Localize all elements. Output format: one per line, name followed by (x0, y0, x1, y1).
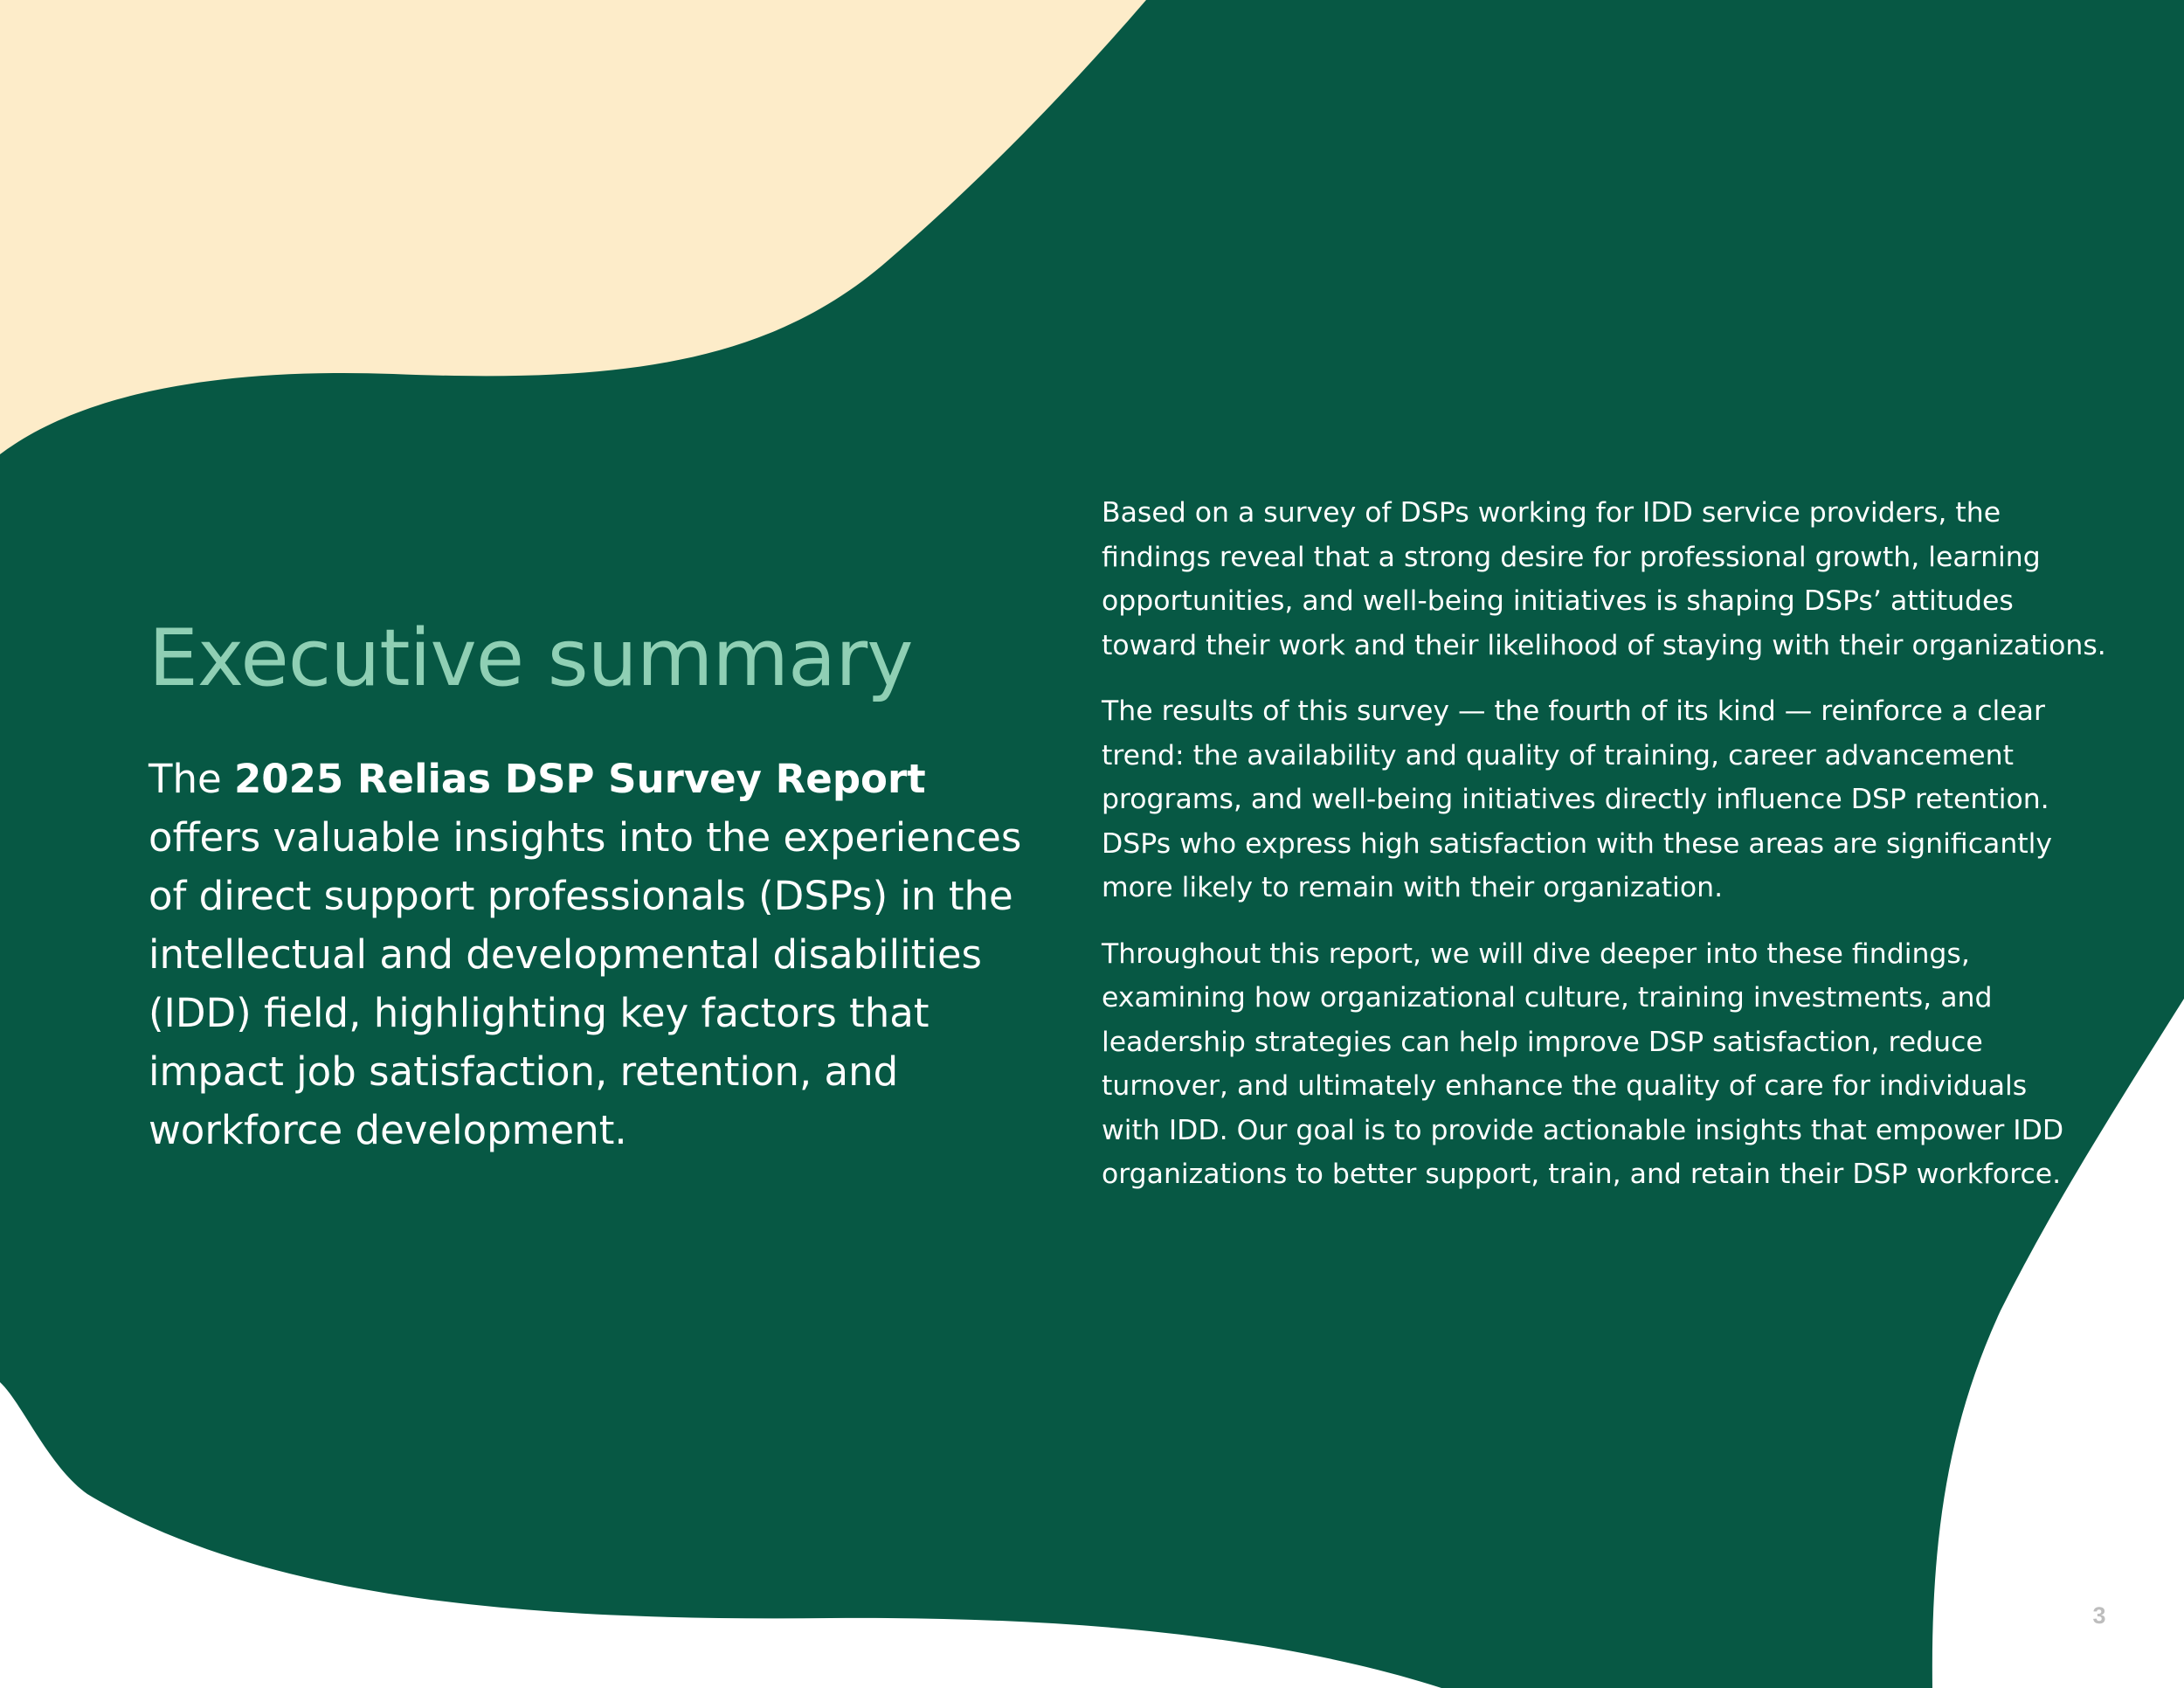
text-line: leadership strategies can help improve DSP satisfaction, reduce (1102, 1026, 1983, 1058)
intro-paragraph (149, 750, 1048, 1159)
summary-paragraph-1 (1102, 491, 2106, 668)
text-line: with IDD. Our goal is to provide actionable insights that empower IDD (1102, 1114, 2064, 1146)
text-line: toward their work and their likelihood of staying with their organizations. (1102, 629, 2106, 661)
text-line: The results of this survey — the fourth of its kind — reinforce a clear (1102, 695, 2045, 727)
text-line: turnover, and ultimately enhance the quality of care for individuals (1102, 1070, 2028, 1102)
text-line: trend: the availability and quality of training, career advancement (1102, 739, 2014, 771)
text-line: more likely to remain with their organization. (1102, 872, 1724, 903)
text-line: Based on a survey of DSPs working for IDD service providers, the (1102, 497, 2001, 529)
intro-suffix: offers valuable insights into the experiences of direct support professionals (DSPs) in the intellectual and developmental disabilities (IDD) field, highlighting key factors that impact job satisfaction, retention, and workforce development. (149, 814, 1022, 1153)
text-line: organizations to better support, train, and retain their DSP workforce. (1102, 1159, 2062, 1190)
summary-paragraph-2 (1102, 689, 2053, 910)
page-number: 3 (2092, 1602, 2106, 1629)
text-line: DSPs who express high satisfaction with these areas are significantly (1102, 827, 2053, 860)
summary-body (1102, 491, 2106, 1219)
summary-paragraph-3 (1102, 932, 2064, 1197)
text-line: opportunities, and well-being initiatives is shaping DSPs’ attitudes (1102, 585, 2014, 617)
text-line: examining how organizational culture, training investments, and (1102, 982, 1993, 1013)
page-title: Executive summary (149, 612, 913, 704)
text-line: findings reveal that a strong desire for professional growth, learning (1102, 541, 2041, 573)
intro-prefix: The (149, 756, 234, 802)
text-line: Throughout this report, we will dive deeper into these findings, (1102, 937, 1970, 970)
text-line: programs, and well-being initiatives directly influence DSP retention. (1102, 784, 2049, 815)
report-name: 2025 Relias DSP Survey Report (234, 756, 926, 802)
